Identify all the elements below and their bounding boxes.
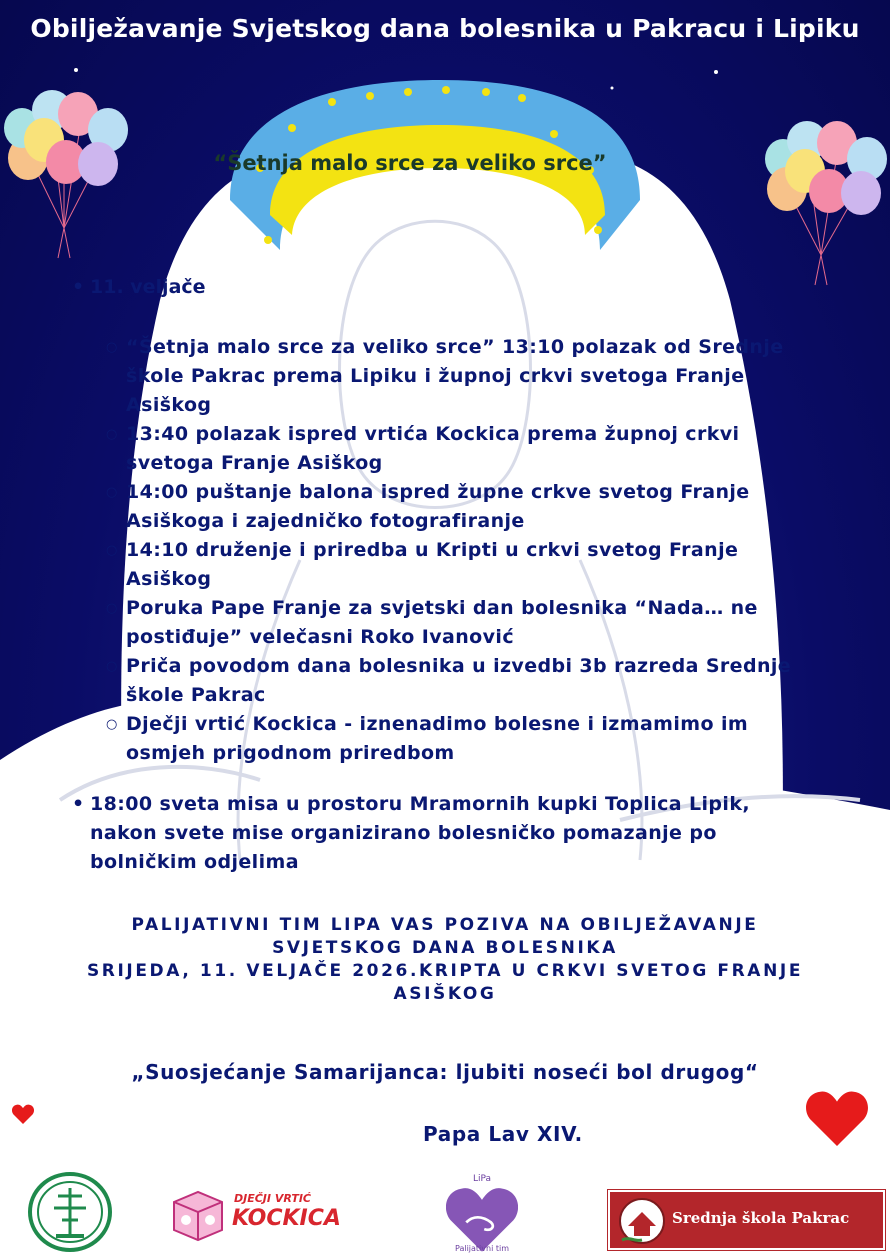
- bullet-dot: •: [72, 276, 85, 298]
- event-subtitle: “Šetnja malo srce za veliko srce”: [213, 151, 607, 175]
- invitation-line: ASIŠKOG: [393, 984, 497, 1004]
- balloons-right-illustration: [757, 115, 890, 295]
- invitation-line: SVJETSKOG DANA BOLESNIKA: [272, 938, 618, 958]
- balloons-left-illustration: [0, 88, 135, 268]
- lipa-bottom-text: Palijativni tim: [454, 1244, 510, 1253]
- program-item: ○ 14:00 puštanje balona ispred župne crkve svetog Franje Asiškoga i zajedničko fotografiranje: [106, 478, 796, 536]
- heart-icon: [12, 1104, 34, 1124]
- program-item: ○ Priča povodom dana bolesnika u izvedbi 3b razreda Srednje škole Pakrac: [106, 652, 796, 710]
- mass-text: 18:00 sveta misa u prostoru Mramornih kupki Toplica Lipik, nakon svete mise organizirano bolesničko pomazanje po bolničkim odjelima: [90, 793, 750, 873]
- invitation-line: PALIJATIVNI TIM LIPA VAS POZIVA NA OBILJEŽAVANJE: [131, 915, 759, 935]
- program-item: ○ Dječji vrtić Kockica - iznenadimo bolesne i izmamimo im osmjeh prigodnom priredbom: [106, 710, 796, 768]
- kockica-cube-icon: [168, 1188, 228, 1242]
- invitation-block: [40, 914, 850, 1006]
- quote-author: Papa Lav XIV.: [423, 1122, 583, 1146]
- pope-quote: „Suosjećanje Samarijanca: ljubiti noseći bol drugog“: [131, 1060, 759, 1084]
- school-logo: [608, 1190, 885, 1250]
- program-item: ○ Poruka Pape Franje za svjetski dan bolesnika “Nada… ne postiđuje” velečasni Roko Ivanović: [106, 594, 796, 652]
- mass-bullet: [72, 790, 792, 877]
- program-item: ○ 14:10 druženje i priredba u Kripti u crkvi svetog Franje Asiškog: [106, 536, 796, 594]
- lipa-top-text: LiPa: [472, 1174, 492, 1184]
- page-title: Obilježavanje Svjetskog dana bolesnika u Pakracu i Lipiku: [30, 14, 860, 43]
- heart-icon: [806, 1090, 868, 1146]
- invitation-line: SRIJEDA, 11. VELJAČE 2026.KRIPTA U CRKVI SVETOG FRANJE: [86, 961, 804, 981]
- program-item: ○ 13:40 polazak ispred vrtića Kockica prema župnoj crkvi svetoga Franje Asiškog: [106, 420, 796, 478]
- footer-logos: [0, 1162, 890, 1260]
- lipik-spa-logo: [26, 1170, 114, 1254]
- program-item: ○ “Šetnja malo srce za veliko srce” 13:10 polazak od Srednje škole Pakrac prema Lipiku i župnoj crkvi svetoga Franje Asiškog: [106, 333, 796, 420]
- lipa-palliative-logo: [440, 1174, 524, 1258]
- date-bullet: [72, 276, 206, 298]
- school-emblem-icon: [616, 1196, 668, 1246]
- lipa-heart-icon: [446, 1186, 518, 1252]
- date-label: 11. veljače: [90, 276, 206, 298]
- program-list: [106, 333, 796, 768]
- kockica-small-text: DJEČJI VRTIĆ: [234, 1192, 311, 1205]
- kockica-kindergarten-logo: [168, 1188, 358, 1244]
- kockica-big-text: KOCKICA: [232, 1206, 341, 1231]
- bullet-dot: •: [72, 793, 85, 815]
- school-name: Srednja škola Pakrac: [672, 1209, 850, 1227]
